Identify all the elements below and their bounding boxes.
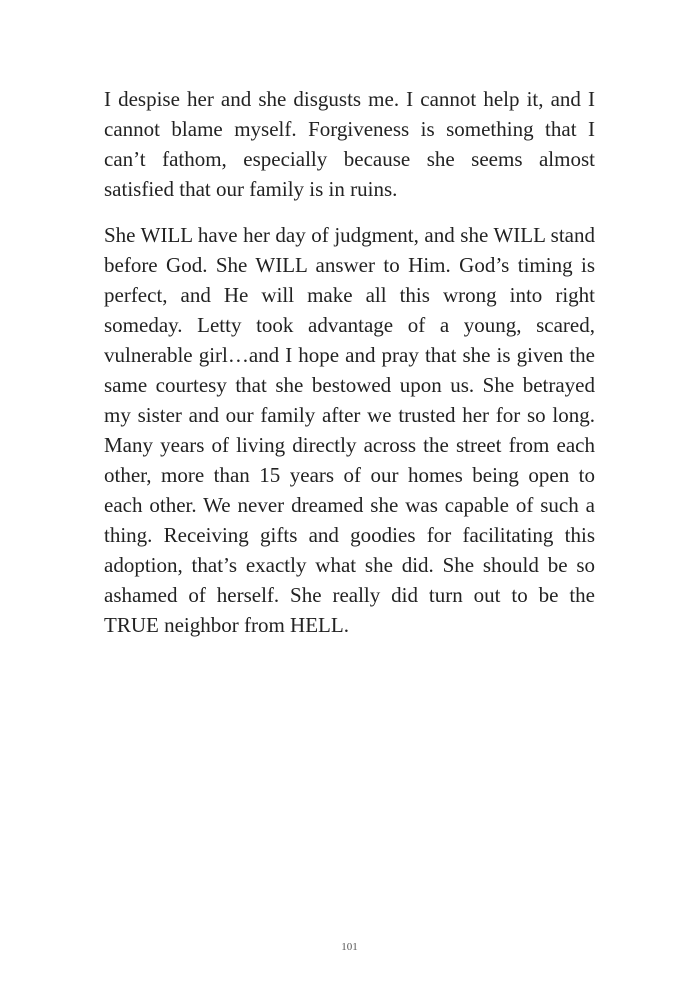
paragraph-1: I despise her and she disgusts me. I cannot help it, and I cannot blame myself. Forgiveness is something that I can’t fathom, especially because she seems almost satisfied that our family is in ruins. — [104, 87, 595, 201]
page-number: 101 — [341, 941, 358, 953]
body-text — [104, 84, 595, 656]
paragraph-2: She WILL have her day of judgment, and she WILL stand before God. She WILL answer to Him. God’s timing is perfect, and He will make all this wrong into right someday. Letty took advantage of a young, scared, vulnerable girl…and I hope and pray that she is given the same courtesy that she bestowed upon us. She betrayed my sister and our family after we trusted her for so long. Many years of living directly across the street from each other, more than 15 years of our homes being open to each other. We never dreamed she was capable of such a thing. Receiving gifts and goodies for facilitating this adoption, that’s exactly what she did. She should be so ashamed of herself. She really did turn out to be the TRUE neighbor from HELL. — [104, 223, 595, 637]
